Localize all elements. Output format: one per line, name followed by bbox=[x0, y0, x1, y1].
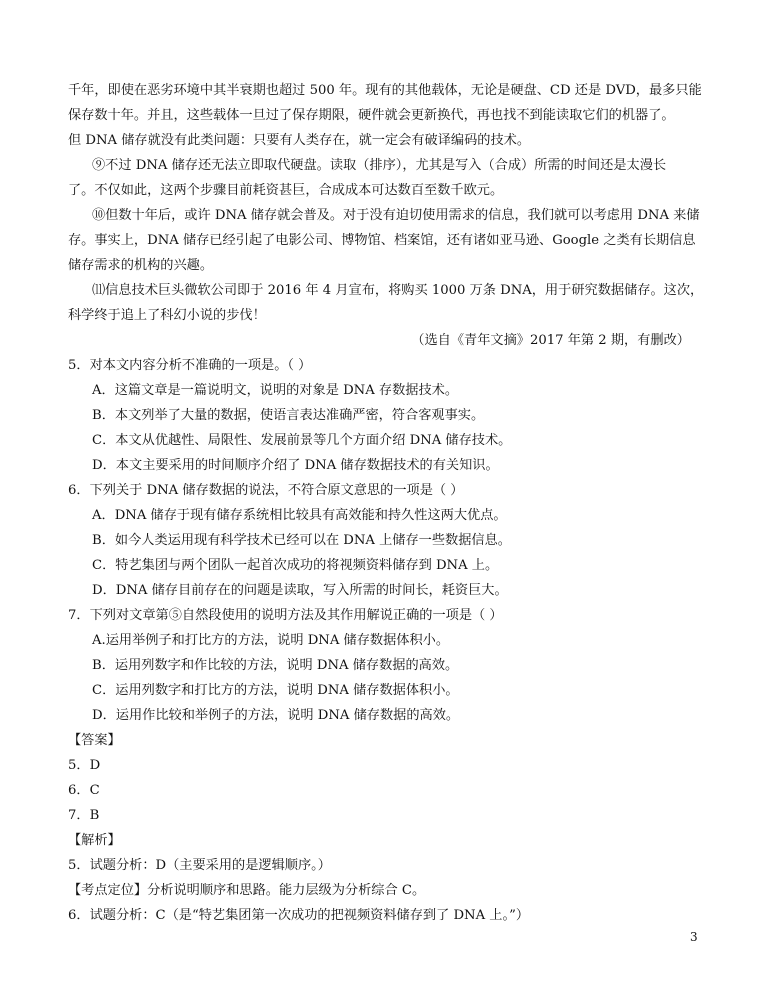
article-line: ⑨不过 DNA 储存还无法立即取代硬盘。读取（排序），尤其是写入（合成）所需的时间还是太漫长 bbox=[92, 158, 667, 173]
article-line: 科学终于追上了科幻小说的步伐！ bbox=[68, 308, 266, 323]
question-option: C．运用列数字和打比方的方法，说明 DNA 储存数据体积小。 bbox=[92, 683, 459, 698]
article-line: 了。不仅如此，这两个步骤目前耗资甚巨，合成成本可达数百至数千欧元。 bbox=[68, 183, 504, 198]
question-stem: 5．对本文内容分析不准确的一项是。（ ） bbox=[68, 358, 312, 373]
question-option: A．DNA 储存于现有储存系统相比较具有高效能和持久性这两大优点。 bbox=[92, 508, 507, 523]
question-stem: 6．下列关于 DNA 储存数据的说法，不符合原文意思的一项是（ ） bbox=[68, 483, 464, 498]
article-line: ⑩但数十年后，或许 DNA 储存就会普及。对于没有迫切使用需求的信息，我们就可以考虑用 DNA 来储 bbox=[92, 208, 700, 223]
analysis-line: 5．试题分析：D（主要采用的是逻辑顺序。） bbox=[68, 858, 331, 873]
question-option: B．如今人类运用现有科学技术已经可以在 DNA 上储存一些数据信息。 bbox=[92, 533, 511, 548]
question-option: D．DNA 储存目前存在的问题是读取，写入所需的时间长，耗资巨大。 bbox=[92, 583, 508, 598]
question-stem: 7．下列对文章第⑤自然段使用的说明方法及其作用解说正确的一项是（ ） bbox=[68, 608, 503, 623]
page-number: 3 bbox=[690, 930, 698, 944]
question-option: D．本文主要采用的时间顺序介绍了 DNA 储存数据技术的有关知识。 bbox=[92, 458, 499, 473]
question-option: D．运用作比较和举例子的方法，说明 DNA 储存数据的高效。 bbox=[92, 708, 460, 723]
article-line: 千年，即使在恶劣环境中其半衰期也超过 500 年。现有的其他载体，无论是硬盘、CD 还是 DVD，最多只能 bbox=[68, 83, 702, 98]
question-option: C．本文从优越性、局限性、发展前景等几个方面介绍 DNA 储存技术。 bbox=[92, 433, 512, 448]
article-line: 储存需求的机构的兴趣。 bbox=[68, 258, 214, 273]
analysis-heading: 【解析】 bbox=[68, 833, 121, 848]
question-option: C．特艺集团与两个团队一起首次成功的将视频资料储存到 DNA 上。 bbox=[92, 558, 499, 573]
article-line: 存。事实上，DNA 储存已经引起了电影公司、博物馆、档案馆，还有诸如亚马逊、Google 之类有长期信息 bbox=[68, 233, 696, 248]
answer-heading: 【答案】 bbox=[68, 733, 121, 748]
analysis-line: 【考点定位】分析说明顺序和思路。能力层级为分析综合 C。 bbox=[68, 883, 426, 898]
question-option: B．本文列举了大量的数据，使语言表达准确严密，符合客观事实。 bbox=[92, 408, 485, 423]
answer-item: 6．C bbox=[68, 783, 100, 798]
article-line: 保存数十年。并且，这些载体一旦过了保存期限，硬件就会更新换代，再也找不到能读取它们的机器了。 bbox=[68, 108, 675, 123]
article-source: （选自《青年文摘》2017 年第 2 期，有删改） bbox=[411, 333, 690, 348]
question-option: A．这篇文章是一篇说明文，说明的对象是 DNA 存数据技术。 bbox=[92, 383, 459, 398]
question-option: A.运用举例子和打比方的方法，说明 DNA 储存数据体积小。 bbox=[92, 633, 450, 648]
question-option: B．运用列数字和作比较的方法，说明 DNA 储存数据的高效。 bbox=[92, 658, 459, 673]
answer-item: 7．B bbox=[68, 808, 100, 823]
analysis-line: 6．试题分析：C（是“特艺集团第一次成功的把视频资料储存到了 DNA 上。”） bbox=[68, 908, 530, 923]
article-line: 但 DNA 储存就没有此类问题：只要有人类存在，就一定会有破译编码的技术。 bbox=[68, 133, 531, 148]
answer-item: 5．D bbox=[68, 758, 101, 773]
article-line: ⑾信息技术巨头微软公司即于 2016 年 4 月宣布，将购买 1000 万条 DNA，用于研究数据储存。这次， bbox=[92, 283, 704, 298]
